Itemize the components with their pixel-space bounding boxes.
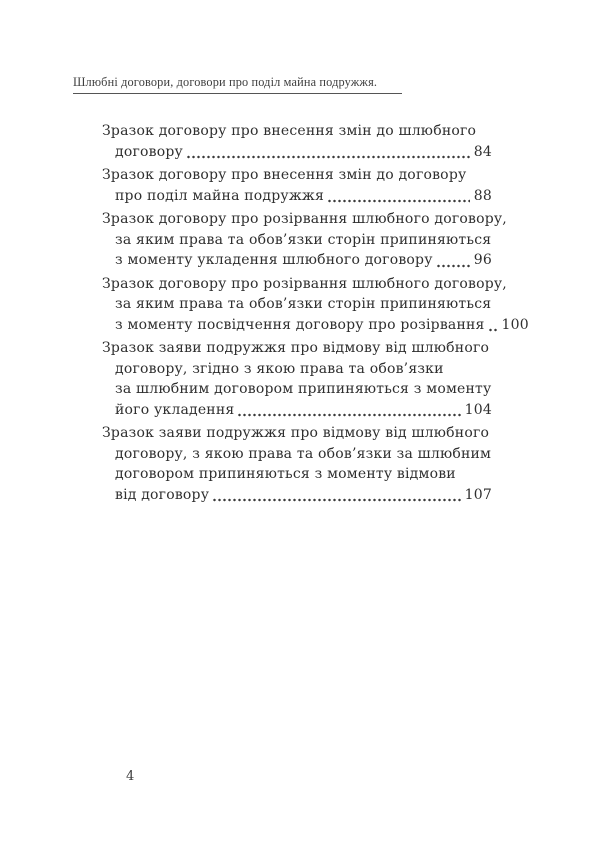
dot-leader <box>327 199 470 203</box>
toc-page-number: 96 <box>473 252 492 268</box>
toc-entry-line: за яким права та обов’язки сторін припиняються <box>115 296 492 312</box>
toc-entry-line: з моменту укладення шлюбного договору <box>115 252 433 268</box>
toc-entry-line: договору, згідно з якою права та обов’язки <box>115 360 444 377</box>
toc-entry-line: з моменту посвідчення договору про розірвання <box>115 316 485 333</box>
toc-entry-last-line <box>115 315 529 336</box>
toc-entry-line: його укладення <box>115 401 235 418</box>
toc-page-number: 100 <box>501 316 529 333</box>
toc-entry-line: за шлюбним договором припиняються з моменту <box>115 381 492 397</box>
toc-page-number: 88 <box>473 187 492 204</box>
toc <box>102 121 529 508</box>
toc-page-number: 104 <box>464 401 492 418</box>
toc-entry-last-line <box>115 485 492 506</box>
toc-entry-line: про поділ майна подружжя <box>115 187 325 204</box>
toc-entry-line: договором припиняються з моменту відмови <box>115 466 456 482</box>
toc-entry-line: Зразок договору про розірвання шлюбного договору, <box>102 211 507 227</box>
toc-entry-last-line <box>115 400 492 421</box>
toc-entry-last-line <box>115 250 492 271</box>
dot-leader <box>186 155 470 159</box>
toc-entry-last-line <box>115 142 492 163</box>
dot-leader <box>436 264 470 268</box>
toc-entry-line: за яким права та обов’язки сторін припиняються <box>115 231 492 248</box>
toc-entry <box>102 274 529 336</box>
dot-leader <box>212 498 461 502</box>
toc-entry <box>102 338 492 420</box>
running-header: Шлюбні договори, договори про поділ майна подружжя. <box>73 75 402 94</box>
toc-entry-line: Зразок договору про розірвання шлюбного договору, <box>102 275 507 292</box>
toc-page-number: 84 <box>473 143 492 160</box>
toc-entry-line: Зразок договору про внесення змін до шлюбного <box>102 123 477 139</box>
toc-entry <box>102 423 492 505</box>
toc-entry-last-line <box>115 186 492 207</box>
toc-entry-line: Зразок заяви подружжя про відмову від шлюбного <box>102 425 490 441</box>
page-number: 4 <box>126 769 135 784</box>
dot-leader <box>237 413 460 417</box>
toc-entry-line: Зразок договору про внесення змін до договору <box>102 167 467 183</box>
toc-entry <box>102 121 492 162</box>
toc-entry <box>102 209 507 271</box>
toc-entry-line: Зразок заяви подружжя про відмову від шлюбного <box>102 340 490 356</box>
toc-entry <box>102 165 492 206</box>
toc-entry-line: договору <box>115 143 183 160</box>
dot-leader <box>488 328 498 332</box>
toc-entry-line: від договору <box>115 486 210 503</box>
toc-page-number: 107 <box>464 486 492 503</box>
toc-entry-line: договору, з якою права та обов’язки за шлюбним <box>115 445 492 462</box>
